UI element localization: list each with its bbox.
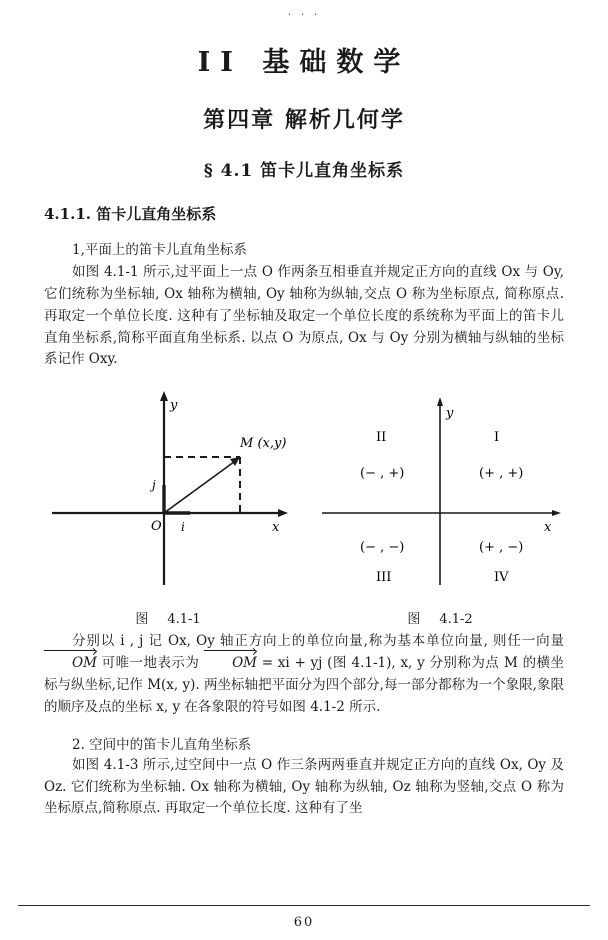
paragraph-2-part-c: = xi + yj (图 4.1-1), x, y 分别称为点 M 的横坐标与纵坐标,记作 M(x, y). 两坐标轴把平面分为四个部分,每一部分都称为一个象限,象限的顺序及点的坐标 x, y 在各象限的符号如图 4.1-2 所示. — [44, 655, 564, 715]
page-number: 60 — [293, 915, 315, 930]
figure-1-y-label: y — [170, 398, 178, 414]
figure-1-caption — [44, 608, 292, 627]
figure-1 — [44, 385, 292, 627]
figure-1-caption-label: 图 — [135, 612, 150, 628]
figure-2-x-label: x — [544, 520, 552, 536]
figure-2-caption-label: 图 — [407, 612, 422, 628]
item-1-title: 1,平面上的笛卡儿直角坐标系 — [72, 242, 247, 258]
figure-1-caption-number: 4.1-1 — [167, 612, 201, 628]
figure-1-origin-label: O — [151, 519, 162, 535]
paragraph-2-part-b: 可唯一地表示为 — [96, 655, 205, 672]
figure-2-quadrant-4-signs: (+ , −) — [479, 540, 524, 556]
figure-2-quadrant-2-numeral: II — [376, 430, 387, 446]
part-title: II 基础数学 — [197, 47, 411, 78]
figure-2-graphic — [316, 385, 564, 600]
chapter-title: 第四章 解析几何学 — [203, 107, 405, 133]
page-top-marks: · · · — [287, 8, 321, 21]
figure-2-quadrant-1-signs: (+ , +) — [479, 466, 524, 482]
vector-om-1: OM — [44, 653, 97, 675]
figure-row — [44, 385, 564, 627]
figure-2-y-label: y — [446, 406, 454, 422]
paragraph-3: 如图 4.1-3 所示,过空间中一点 O 作三条两两垂直并规定正方向的直线 Ox, Oy 及 Oz. 它们统称为坐标轴. Ox 轴称为横轴, Oy 轴称为纵轴, Oz 轴称为竖轴,交点 O 称为坐标原点,简称原点. 再取定一个单位长度. 这种有了坐 — [44, 756, 564, 817]
subsection-title: 4.1.1. 笛卡儿直角坐标系 — [44, 205, 217, 223]
figure-1-x-label: x — [272, 520, 280, 536]
vector-om-2: OM — [204, 653, 257, 675]
paragraph-1: 如图 4.1-1 所示,过平面上一点 O 作两条互相垂直并规定正方向的直线 Ox 与 Oy, 它们统称为坐标轴, Ox 轴称为横轴, Oy 轴称为纵轴,交点 O 称为坐标原点, 简称原点. 再取定一个单位长度. 这种有了坐标轴及取定一个单位长度的系统称为平面上的笛卡儿直角坐标系,简称平面直角坐标系. 以点 O 为原点, Ox 与 Oy 分别为横轴与纵轴的坐标系记作 Oxy. — [44, 264, 564, 368]
figure-2-quadrant-4-numeral: IV — [494, 570, 509, 586]
figure-2 — [316, 385, 564, 627]
section-title: § 4.1 笛卡儿直角坐标系 — [203, 161, 405, 181]
figure-2-caption-number: 4.1-2 — [439, 612, 473, 628]
paragraph-2-part-a: 分别以 i , j 记 Ox, Oy 轴正方向上的单位向量,称为基本单位向量, 则任一向量 — [72, 633, 564, 650]
figure-2-quadrant-3-numeral: III — [376, 570, 392, 586]
figure-2-quadrant-3-signs: (− , −) — [360, 540, 405, 556]
paragraph-2 — [44, 631, 564, 718]
figure-2-caption — [316, 608, 564, 627]
figure-1-graphic — [44, 385, 292, 600]
item-2-title: 2. 空间中的笛卡儿直角坐标系 — [72, 736, 252, 753]
footer-rule — [18, 905, 590, 906]
figure-2-quadrant-1-numeral: I — [494, 430, 500, 446]
figure-1-unit-i-label: i — [181, 520, 185, 535]
figure-1-unit-j-label: j — [152, 478, 156, 493]
figure-2-quadrant-2-signs: (− , +) — [360, 466, 405, 482]
page-footer — [0, 915, 608, 930]
figure-1-point-label: M (x,y) — [240, 436, 287, 452]
